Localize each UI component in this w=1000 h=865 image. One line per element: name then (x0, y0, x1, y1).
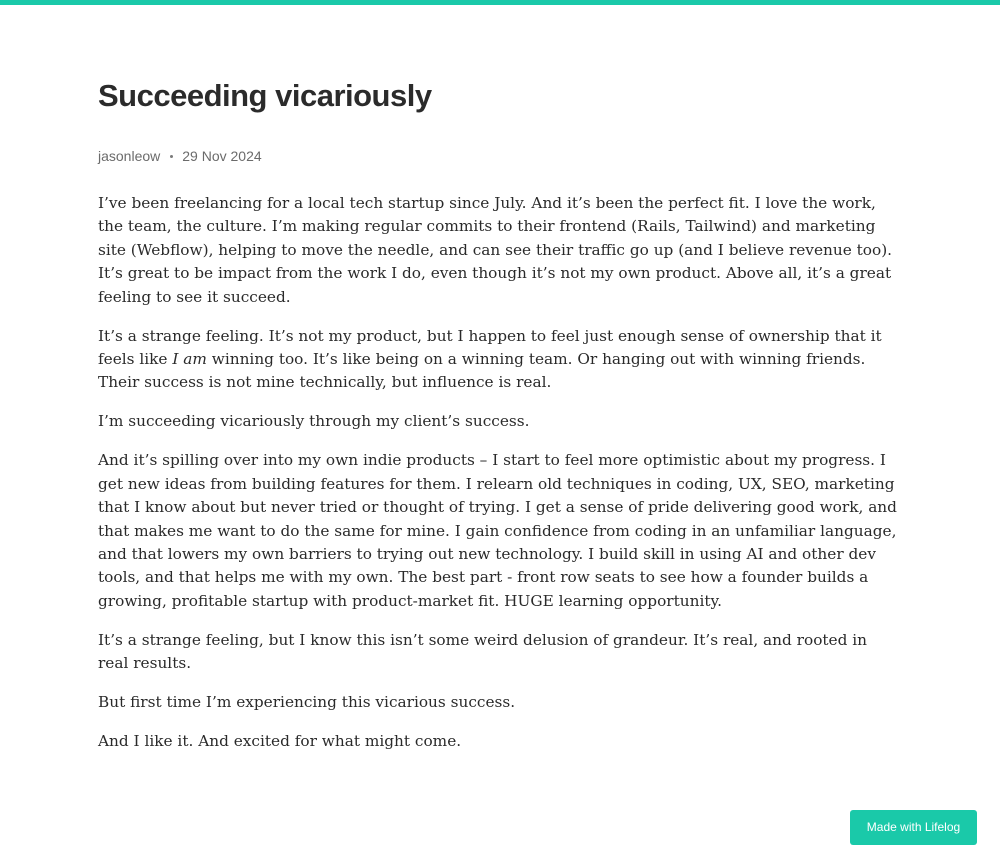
made-with-lifelog-button[interactable]: Made with Lifelog (850, 810, 977, 845)
emphasis-text: I am (172, 350, 207, 369)
paragraph-text: It’s a strange feeling. It’s not my product, but I happen to feel just enough sense of ownership that it feels like (98, 326, 882, 369)
paragraph: It’s a strange feeling, but I know this isn’t some weird delusion of grandeur. It’s real, and rooted in real results. (98, 630, 867, 673)
author-link[interactable]: jasonleow (98, 148, 161, 164)
post-body (98, 192, 898, 754)
paragraph: I’ve been freelancing for a local tech startup since July. And it’s been the perfect fit. I love the work, the team, the culture. I’m making regular commits to their frontend (Rails, Tailwind) and marketing site (Webflow), helping to move the needle, and can see their traffic go up (and I believe revenue too). It’s great to be impact from the work I do, even though it’s not my own product. Above all, it’s a great feeling to see it succeed. (98, 194, 893, 306)
post-meta (98, 146, 898, 166)
paragraph: But first time I’m experiencing this vicarious success. (98, 693, 516, 712)
paragraph: And it’s spilling over into my own indie products – I start to feel more optimistic about my progress. I get new ideas from building features for them. I relearn old techniques in coding, UX, SEO, marketing that I know about but never tried or thought of trying. I get a sense of pride delivering good work, and that makes me want to do the same for mine. I gain confidence from coding in an unfamiliar language, and that lowers my own barriers to trying out new technology. I build skill in using AI and other dev tools, and that helps me with my own. The best part - front row seats to see how a founder builds a growing, profitable startup with product-market fit. HUGE learning opportunity. (98, 451, 897, 610)
article (98, 76, 898, 769)
paragraph (98, 325, 898, 395)
paragraph-text: winning too. It’s like being on a winning team. Or hanging out with winning friends. Their success is not mine technically, but influence is real. (98, 350, 866, 392)
meta-separator-dot (170, 155, 173, 158)
top-accent-bar (0, 0, 1000, 5)
paragraph: And I like it. And excited for what might come. (98, 732, 462, 751)
post-date: 29 Nov 2024 (182, 148, 262, 164)
paragraph: I’m succeeding vicariously through my client’s success. (98, 412, 530, 431)
post-title: Succeeding vicariously (98, 78, 432, 113)
